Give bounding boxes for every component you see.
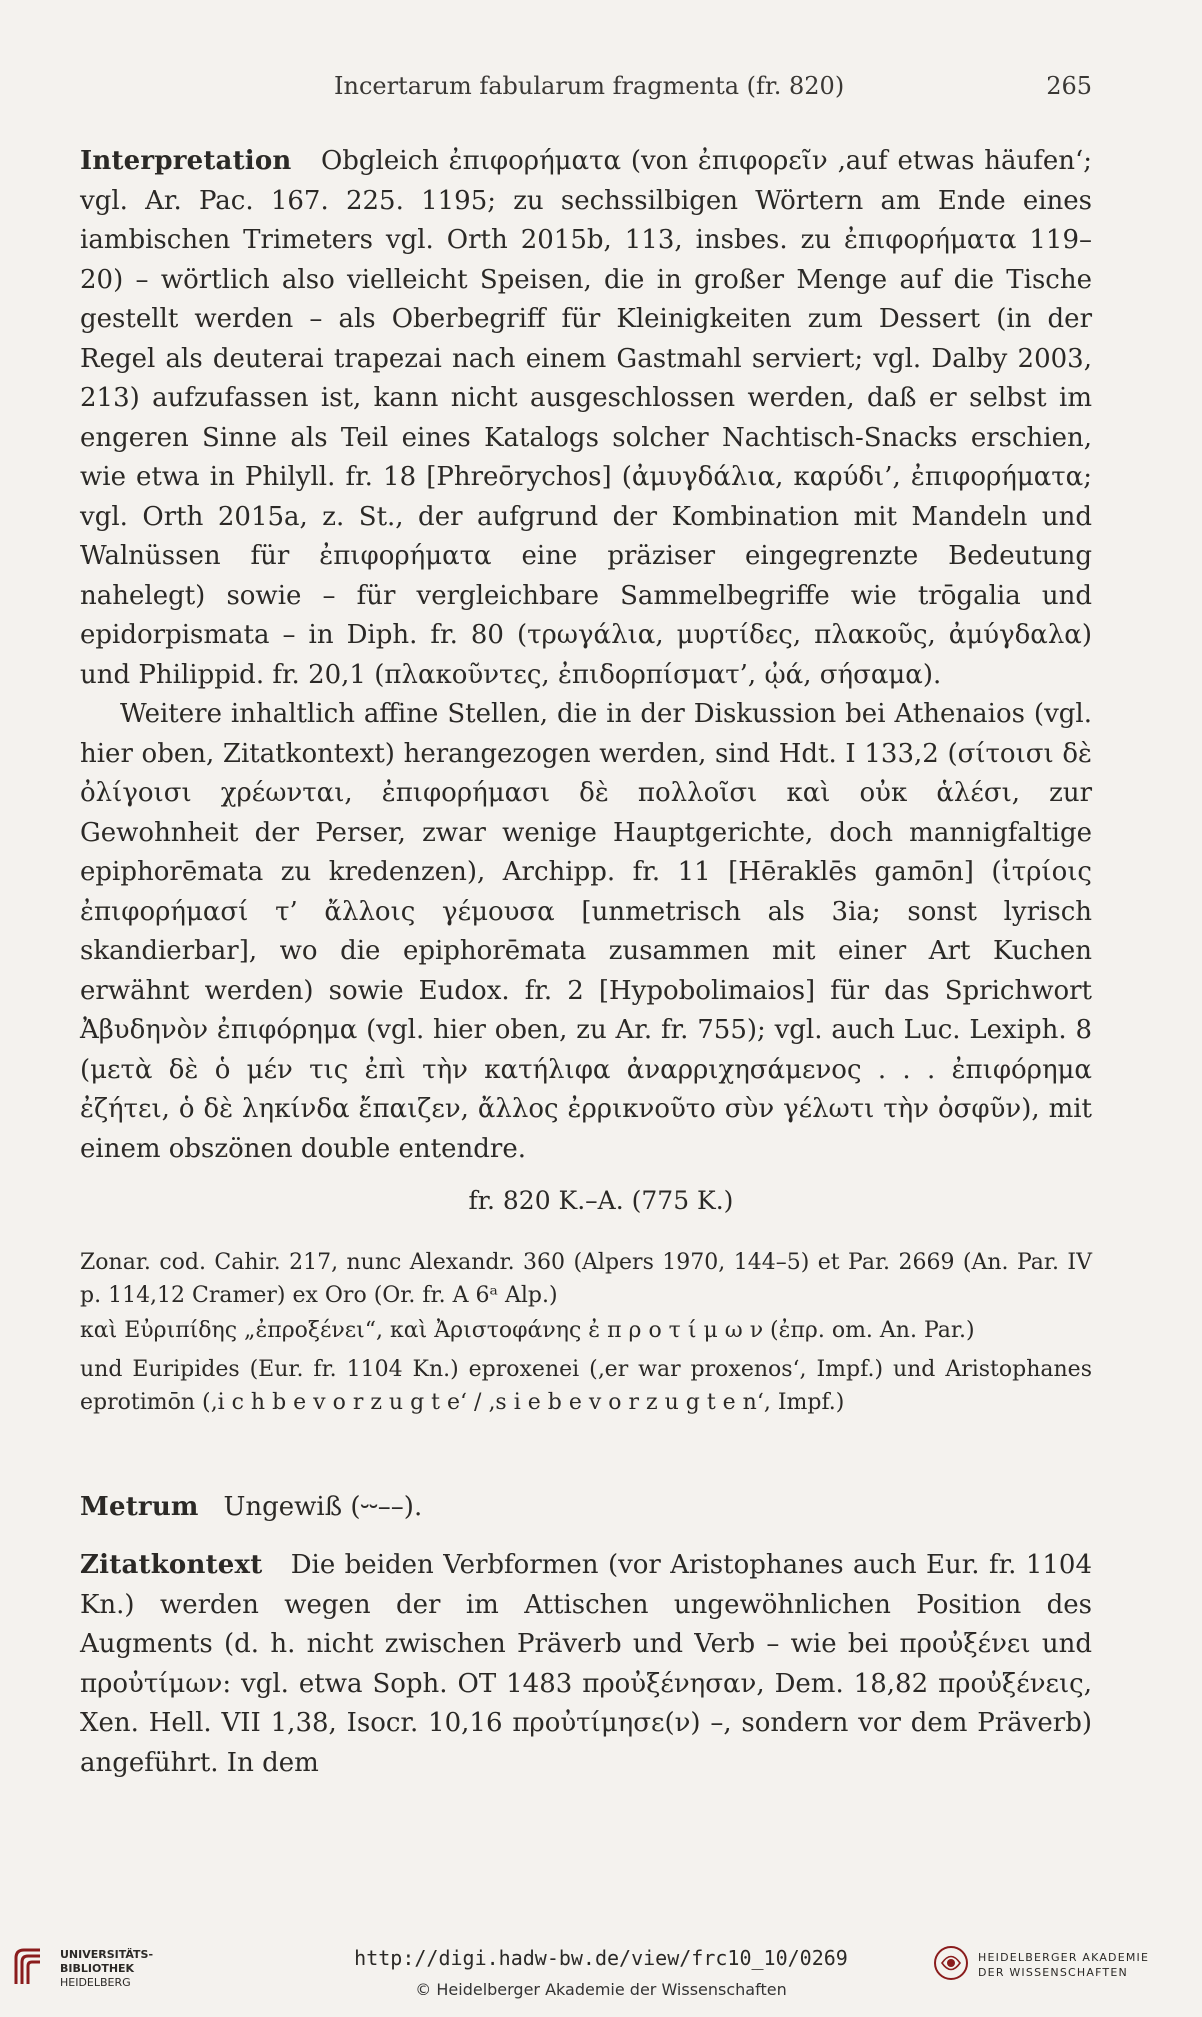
metrum-section xyxy=(80,1488,1092,1528)
running-head-title: Incertarum fabularum fragmenta (fr. 820) xyxy=(334,72,845,100)
academy-logo-icon xyxy=(932,1944,970,1982)
library-line-2: BIBLIOTHEK xyxy=(60,1962,135,1975)
library-line-1: UNIVERSITÄTS- xyxy=(60,1948,154,1961)
fragment-greek-text: καὶ Εὐριπίδης „ἐπροξένει“, καὶ Ἀριστοφάνης ἐ π ρ ο τ ί μ ω ν (ἐπρ. om. An. Par.) xyxy=(80,1318,975,1343)
academy-name xyxy=(978,1950,1188,1980)
fragment-heading: fr. 820 K.–A. (775 K.) xyxy=(468,1186,734,1215)
permalink-url[interactable]: http://digi.hadw-bw.de/view/frc10_10/0269 xyxy=(354,1946,848,1970)
academy-line-1: HEIDELBERGER AKADEMIE xyxy=(978,1951,1150,1964)
interpretation-paragraph-2: Weitere inhaltlich affine Stellen, die in der Diskussion bei Athenaios (vgl. hier oben, Zitatkontext) herangezogen werden, sind Hdt. I 133,2 (σίτοισι δὲ ὀλίγοισι χρέωνται, ἐπιφορήμασι δὲ πολλοῖσι καὶ οὐκ ἁλέσι, zur Gewohnheit der Perser, zwar wenige Hauptgerichte, doch mannigfaltige epiphorēmata zu kredenzen), Archipp. fr. 11 [Hēraklēs gamōn] (ἰτρίοις ἐπιφορήμασί τ’ ἄλλοις γέμουσα [unmetrisch als 3ia; sonst lyrisch skandierbar], wo die epiphorēmata zusammen mit einer Art Kuchen erwähnt werden) sowie Eudox. fr. 2 [Hypobolimaios] für das Sprichwort Ἀβυδηνὸν ἐπιφόρημα (vgl. hier oben, zu Ar. fr. 755); vgl. auch Luc. Lexiph. 8 (μετὰ δὲ ὁ μέν τις ἐπὶ τὴν κατήλιφα ἀναρριχησάμενος . . . ἐπιφόρημα ἐζήτει, ὁ δὲ ληκίνδα ἔπαιζεν, ἄλλος ἐρρικνοῦτο σὺν γέλωτι τὴν ὀσφῦν), mit einem obszönen double entendre. xyxy=(80,699,1092,1164)
page-number: 265 xyxy=(1046,72,1092,100)
interpretation-section xyxy=(80,142,1092,1169)
footer xyxy=(0,1930,1202,2010)
metrum-text: Ungewiß (⏑⏑––). xyxy=(223,1492,423,1522)
interpretation-text-1: Obgleich ἐπιφορήματα (von ἐπιφορεῖν ‚auf etwas häufen‘; vgl. Ar. Pac. 167. 225. 1195; zu sechssilbigen Wörtern am Ende eines iambischen Trimeters vgl. Orth 2015b, 113, insbes. zu ἐπιφορήματα 119–20) – wörtlich also vielleicht Speisen, die in großer Menge auf die Tische gestellt werden – als Oberbegriff für Kleinigkeiten zum Dessert (in der Regel als deuterai trapezai nach einem Gastmahl serviert; vgl. Dalby 2003, 213) aufzufassen ist, kann nicht ausgeschlossen werden, daß er selbst im engeren Sinne als Teil eines Katalogs solcher Nachtisch-Snacks erschien, wie etwa in Philyll. fr. 18 [Phreōrychos] (ἀμυγδάλια, καρύδι’, ἐπιφορήματα; vgl. Orth 2015a, z. St., der aufgrund der Kombination mit Mandeln und Walnüssen für ἐπιφορήματα eine präziser eingegrenzte Bedeutung nahelegt) sowie – für vergleichbare Sammelbegriffe wie trōgalia und epidorpismata – in Diph. fr. 80 (τρωγάλια, μυρτίδες, πλακοῦς, ἀμύγδαλα) und Philippid. fr. 20,1 (πλακοῦντες, ἐπιδορπίσματ’, ᾠά, σήσαμα). xyxy=(80,146,1092,690)
metrum-paragraph xyxy=(80,1488,1092,1528)
zitatkontext-text: Die beiden Verbformen (vor Aristophanes auch Eur. fr. 1104 Kn.) werden wegen der im Attischen ungewöhnlichen Position des Augments (d. h. nicht zwischen Präverb und Verb – wie bei προὐξένει und προὐτίμων: vgl. etwa Soph. OT 1483 προὐξένησαν, Dem. 18,82 προὐξένεις, Xen. Hell. VII 1,38, Isocr. 10,16 προὐτίμησε(ν) –, sondern vor dem Präverb) angeführt. In dem xyxy=(80,1550,1092,1778)
fragment-source: Zonar. cod. Cahir. 217, nunc Alexandr. 360 (Alpers 1970, 144–5) et Par. 2669 (An. Par. IV p. 114,12 Cramer) ex Oro (Or. fr. A 6ᵃ Alp.) xyxy=(80,1250,1092,1308)
fragment-translation: und Euripides (Eur. fr. 1104 Kn.) eproxenei (‚er war proxenos‘, Impf.) und Aristophanes eprotimōn (‚i c h b e v o r z u g t e‘ / ‚s i e b e v o r z u g t e n‘, Impf.) xyxy=(80,1357,1092,1415)
fragment-section xyxy=(80,1246,1092,1419)
interpretation-paragraph-1 xyxy=(80,142,1092,695)
academy-line-2: DER WISSENSCHAFTEN xyxy=(978,1966,1128,1979)
zitatkontext-section xyxy=(80,1546,1092,1783)
library-line-3: HEIDELBERG xyxy=(60,1976,131,1989)
interpretation-label: Interpretation xyxy=(80,146,292,176)
zitatkontext-paragraph xyxy=(80,1546,1092,1783)
metrum-label: Metrum xyxy=(80,1492,199,1522)
zitatkontext-label: Zitatkontext xyxy=(80,1550,263,1580)
copyright-notice: © Heidelberger Akademie der Wissenschaften xyxy=(415,1980,787,1999)
